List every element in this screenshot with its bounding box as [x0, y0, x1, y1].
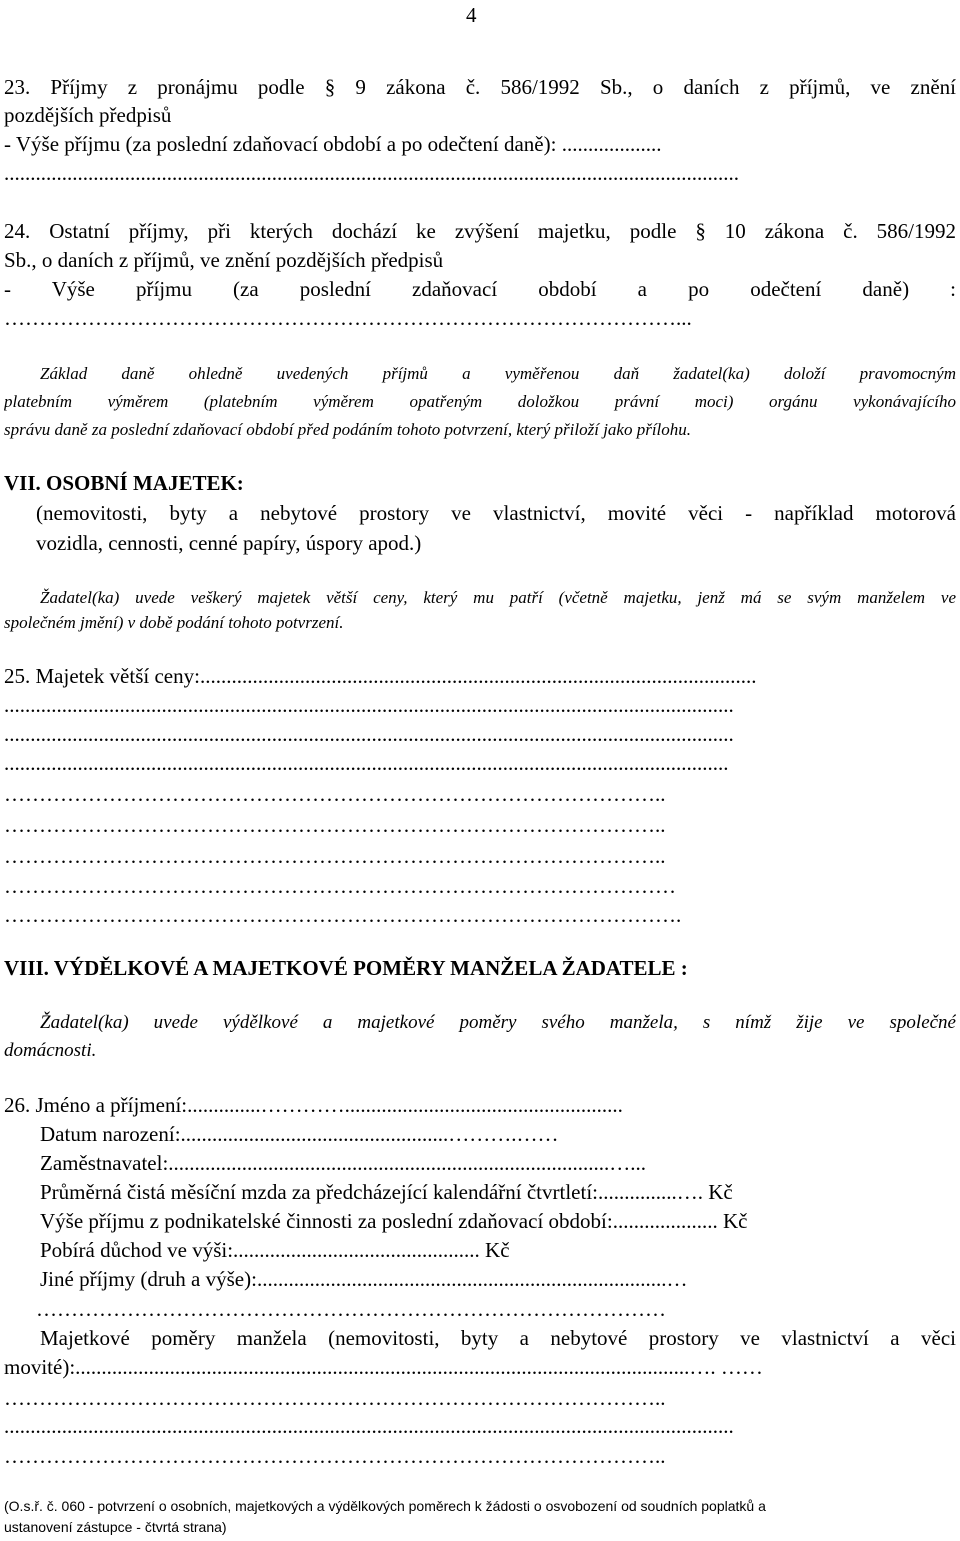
- form-footer-line-2: ustanovení zástupce - čtvrtá strana): [4, 1519, 227, 1535]
- income-note-line-3: správu daně za poslední zdaňovací období před podáním tohoto potvrzení, který přiloží jako přílohu.: [4, 420, 692, 439]
- section-23-amount-dots: ............................................................................................................................................: [4, 161, 739, 185]
- spouse-property-label: Majetkové poměry manžela (nemovitosti, byty a nebytové prostory ve vlastnictví a věci: [40, 1326, 956, 1350]
- section-24-title-cont: Sb., o daních z příjmů, ve znění pozdějších předpisů: [4, 248, 444, 272]
- spouse-business-income-field: Výše příjmu z podnikatelské činnosti za poslední zdaňovací období:.................... Kč: [40, 1209, 748, 1233]
- spouse-pension-field: Pobírá důchod ve výši:............................................... Kč: [40, 1238, 510, 1262]
- spouse-birth-date-field: Datum narození:...................................................……….……: [40, 1122, 559, 1146]
- section-vii-desc-1: (nemovitosti, byty a nebytové prostory ve vlastnictví, movité věci - například motorová: [36, 501, 956, 525]
- section-23-title-cont: pozdějších předpisů: [4, 103, 172, 127]
- page-number: 4: [466, 3, 477, 27]
- fill-line: ……………………………………………………………………………………: [4, 874, 676, 898]
- fill-line: ...........................................................................................................................................: [4, 722, 734, 746]
- section-23-title: 23. Příjmy z pronájmu podle § 9 zákona č. 586/1992 Sb., o daních z příjmů, ve znění: [4, 75, 956, 99]
- fill-line: ..........................................................................................................................................: [4, 751, 729, 775]
- fill-line: ...........................................................................................................................................: [4, 1414, 734, 1438]
- spouse-other-income-field: Jiné příjmy (druh a výše):..............................................................................…: [40, 1267, 688, 1291]
- fill-line: …………………………………………………………………………………..: [4, 1386, 666, 1410]
- income-note-line-2: platebním výměrem (platebním výměrem opatřeným doložkou právní moci) orgánu vykonávajícího: [4, 392, 956, 411]
- fill-line: …………………………………………………………………………………..: [4, 782, 666, 806]
- spouse-salary-field: Průměrná čistá měsíční mzda za předcházející kalendářní čtvrtletí:...............…. Kč: [40, 1180, 733, 1204]
- spouse-other-income-cont: ………………………………………………………………………………: [36, 1297, 666, 1321]
- section-vii-desc-2: vozidla, cennosti, cenné papíry, úspory apod.): [36, 531, 422, 555]
- section-viii-note-1: Žadatel(ka) uvede výdělkové a majetkové poměry svého manžela, s nímž žije ve společné: [40, 1012, 956, 1033]
- spouse-property-field: movité):.....................................................................................................................…. ……: [4, 1355, 763, 1379]
- spouse-name-field: 26. Jméno a příjmení:..............………….....................................................: [4, 1093, 623, 1117]
- section-vii-note-1: Žadatel(ka) uvede veškerý majetek větší ceny, který mu patří (včetně majetku, jenž má se svým manželem ve: [40, 588, 956, 607]
- section-24-amount: - Výše příjmu (za poslední zdaňovací období a po odečtení daně) :: [4, 277, 956, 301]
- fill-line: …………………………………………………………………………………..: [4, 844, 666, 868]
- section-23-amount: - Výše příjmu (za poslední zdaňovací období a po odečtení daně): ...................: [4, 132, 662, 156]
- section-vii-heading: VII. OSOBNÍ MAJETEK:: [4, 471, 244, 495]
- fill-line: …………………………………………………………………………………..: [4, 813, 666, 837]
- section-vii-note-2: společném jmění) v době podání tohoto potvrzení.: [4, 613, 344, 632]
- fill-line: ...........................................................................................................................................: [4, 693, 734, 717]
- fill-line: …………………………………………………………………………………..: [4, 1444, 666, 1468]
- section-25-label: 25. Majetek větší ceny:..........................................................................................................: [4, 664, 757, 688]
- fill-line: …………………………………………………………………………………….: [4, 903, 682, 927]
- income-note-line-1: Základ daně ohledně uvedených příjmů a vyměřenou daň žadatel(ka) doloží pravomocným: [40, 364, 956, 383]
- section-viii-note-2: domácnosti.: [4, 1040, 97, 1061]
- form-footer-line-1: (O.s.ř. č. 060 - potvrzení o osobních, majetkových a výdělkových poměrech k žádosti o osvobození od soudních poplatků a: [4, 1498, 766, 1514]
- section-24-title: 24. Ostatní příjmy, při kterých dochází ke zvýšení majetku, podle § 10 zákona č. 586/1992: [4, 219, 956, 243]
- spouse-employer-field: Zaměstnavatel:....................................................................................…...: [40, 1151, 647, 1175]
- section-24-amount-dots: ……………………………………………………………………………………...: [4, 306, 692, 330]
- section-viii-heading: VIII. VÝDĚLKOVÉ A MAJETKOVÉ POMĚRY MANŽELA ŽADATELE :: [4, 956, 688, 980]
